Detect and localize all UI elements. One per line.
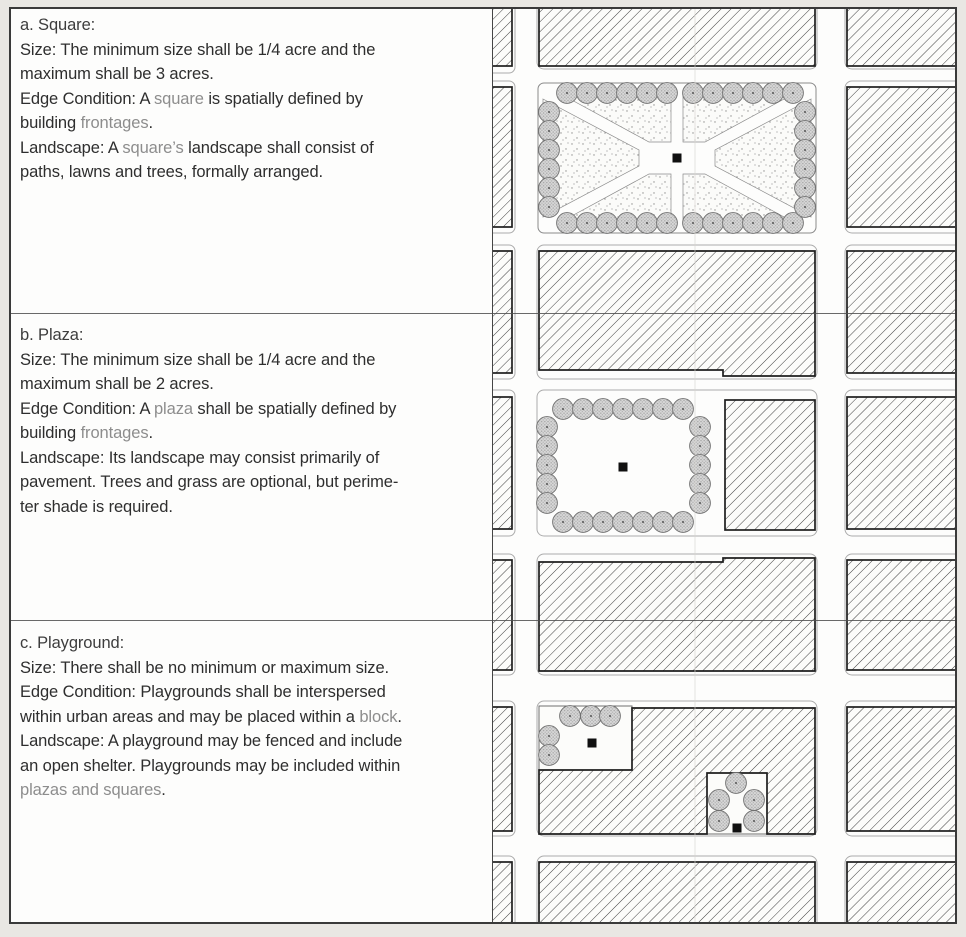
section-square-body: [20, 38, 484, 185]
text-run: building: [20, 424, 81, 442]
defined-term: block: [359, 707, 398, 726]
text-run: Edge Condition: Playgrounds shall be interspersed: [20, 683, 386, 701]
text-line: [20, 754, 484, 779]
site-plan-map: [493, 9, 955, 922]
text-run: Size: The minimum size shall be 1/4 acre and the: [20, 40, 376, 59]
text-run: Landscape: A: [20, 138, 123, 157]
left-sliver-blocks: [493, 9, 515, 922]
section-square-heading: a. Square:: [20, 16, 96, 34]
text-line: [20, 348, 484, 373]
text-run: .: [161, 781, 166, 799]
playground-diagram: [537, 701, 817, 836]
row-divider-bc: [11, 620, 955, 621]
row-divider-ab: [11, 313, 955, 314]
text-line: [20, 111, 484, 136]
playground-midblock-marker: [733, 824, 742, 833]
text-line: [20, 62, 484, 87]
text-line: [20, 705, 484, 730]
text-run: maximum shall be 3 acres.: [20, 65, 214, 83]
text-run: Size: The minimum size shall be 1/4 acre and the: [20, 350, 376, 369]
text-run: maximum shall be 2 acres.: [20, 375, 214, 393]
text-run: shall be spatially defined by: [192, 399, 397, 418]
text-run: Edge Condition: A: [20, 89, 154, 108]
defined-term: square: [153, 89, 204, 108]
plaza-adjacent-building: [725, 400, 815, 530]
text-line: [20, 729, 484, 754]
city-grid-drawing: [493, 9, 955, 922]
text-line: [20, 446, 484, 471]
square-diagram: [538, 83, 816, 234]
text-run: Size: There shall be no minimum or maximum size.: [20, 658, 390, 677]
text-line: [20, 136, 484, 161]
right-column-blocks: [845, 9, 955, 922]
text-run: Edge Condition: A: [20, 399, 154, 418]
defined-term: frontages: [80, 114, 149, 132]
defined-term: frontages: [80, 424, 149, 442]
text-line: [20, 656, 484, 681]
text-run: an open shelter. Playgrounds may be included within: [20, 756, 401, 775]
plaza-focal-marker: [619, 463, 628, 472]
text-column: [11, 9, 493, 922]
text-run: .: [397, 707, 402, 726]
square-focal-marker: [673, 154, 682, 163]
text-run: building: [20, 114, 81, 132]
text-line: [20, 421, 484, 446]
text-line: [20, 372, 484, 397]
section-playground: [11, 621, 492, 922]
text-line: [20, 680, 484, 705]
text-line: [20, 470, 484, 495]
section-plaza-heading: b. Plaza:: [20, 326, 84, 344]
text-run: pavement. Trees and grass are optional, but perime-: [20, 473, 399, 491]
text-line: [20, 160, 484, 185]
text-run: Landscape: A playground may be fenced and include: [20, 732, 403, 750]
text-run: .: [148, 114, 153, 132]
text-run: landscape shall consist of: [183, 138, 374, 157]
defined-term: plaza: [153, 399, 193, 418]
section-playground-body: [20, 656, 484, 803]
civic-space-table: [9, 7, 957, 924]
section-playground-heading: c. Playground:: [20, 634, 125, 652]
text-run: ter shade is required.: [20, 497, 173, 516]
text-line: [20, 397, 484, 422]
plaza-diagram: [537, 390, 817, 536]
text-run: within urban areas and may be placed within a: [20, 707, 360, 726]
section-plaza: [11, 314, 492, 625]
section-square: [11, 9, 492, 313]
text-line: [20, 778, 484, 803]
text-run: is spatially defined by: [203, 89, 363, 108]
text-run: Landscape: Its landscape may consist primarily of: [20, 448, 380, 467]
text-run: paths, lawns and trees, formally arranged.: [20, 163, 324, 181]
defined-term: square’s: [122, 138, 184, 157]
section-plaza-body: [20, 348, 484, 520]
defined-term: plazas and squares: [20, 781, 162, 799]
playground-corner-marker: [588, 739, 597, 748]
text-line: [20, 87, 484, 112]
text-run: .: [148, 424, 153, 442]
text-line: [20, 495, 484, 520]
text-line: [20, 38, 484, 63]
